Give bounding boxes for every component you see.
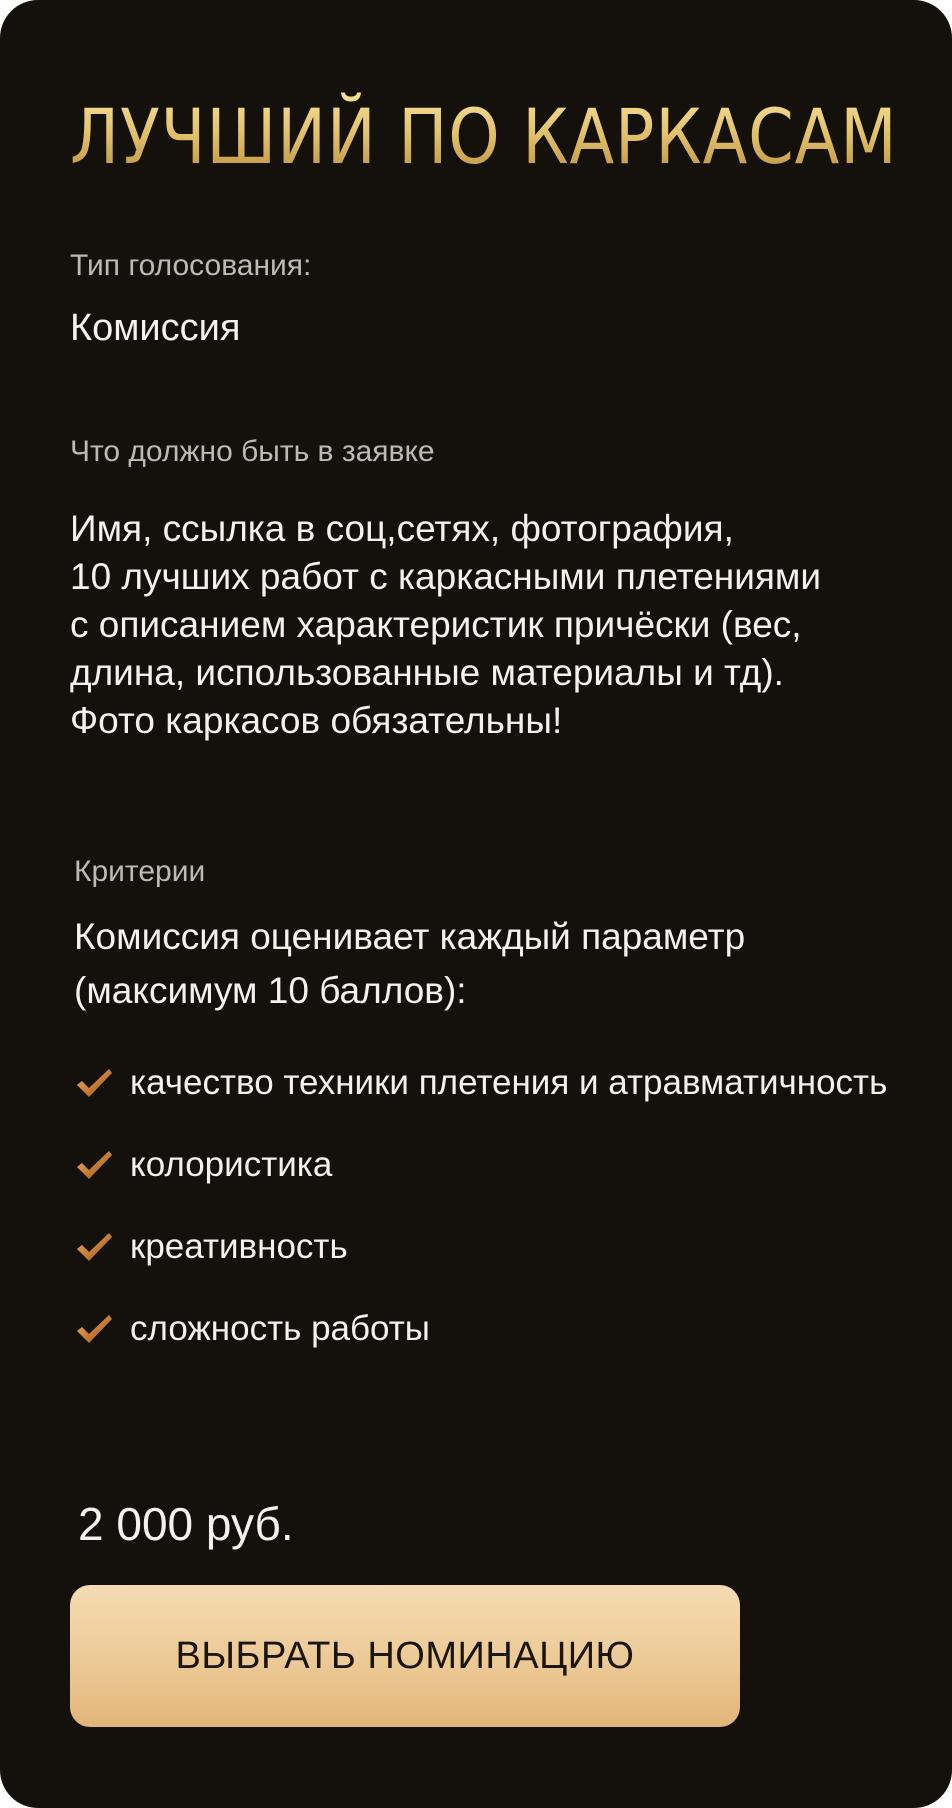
checkmark-icon bbox=[74, 1230, 114, 1264]
criteria-intro bbox=[74, 910, 904, 1018]
criteria-item-text: колористика bbox=[130, 1145, 333, 1184]
voting-type-label: Тип голосования: bbox=[70, 249, 312, 282]
application-line: 10 лучших работ с каркасными плетениями bbox=[70, 556, 822, 597]
checkmark-icon bbox=[74, 1312, 114, 1346]
application-line: Фото каркасов обязательны! bbox=[70, 700, 563, 741]
criteria-item bbox=[74, 1042, 934, 1124]
criteria-item bbox=[74, 1206, 934, 1288]
application-requirements-label: Что должно быть в заявке bbox=[70, 435, 435, 468]
criteria-label: Критерии bbox=[74, 855, 206, 888]
choose-nomination-button[interactable]: ВЫБРАТЬ НОМИНАЦИЮ bbox=[70, 1585, 740, 1727]
criteria-item bbox=[74, 1124, 934, 1206]
checkmark-icon bbox=[74, 1148, 114, 1182]
voting-type-value: Комиссия bbox=[70, 307, 241, 349]
criteria-intro-line: Комиссия оценивает каждый параметр bbox=[74, 916, 746, 957]
application-requirements-text bbox=[70, 505, 900, 745]
application-line: с описанием характеристик причёски (вес, bbox=[70, 604, 802, 645]
application-line: длина, использованные материалы и тд). bbox=[70, 652, 784, 693]
criteria-intro-line: (максимум 10 баллов): bbox=[74, 970, 467, 1011]
checkmark-icon bbox=[74, 1066, 114, 1100]
criteria-item-text: сложность работы bbox=[130, 1309, 430, 1348]
criteria-item-text: креативность bbox=[130, 1227, 348, 1266]
price: 2 000 руб. bbox=[78, 1498, 294, 1550]
criteria-list bbox=[74, 1042, 934, 1370]
criteria-item-text: качество техники плетения и атравматичность bbox=[130, 1063, 888, 1102]
nomination-title: ЛУЧШИЙ ПО КАРКАСАМ bbox=[70, 92, 898, 181]
application-line: Имя, ссылка в соц,сетях, фотография, bbox=[70, 508, 734, 549]
criteria-item bbox=[74, 1288, 934, 1370]
